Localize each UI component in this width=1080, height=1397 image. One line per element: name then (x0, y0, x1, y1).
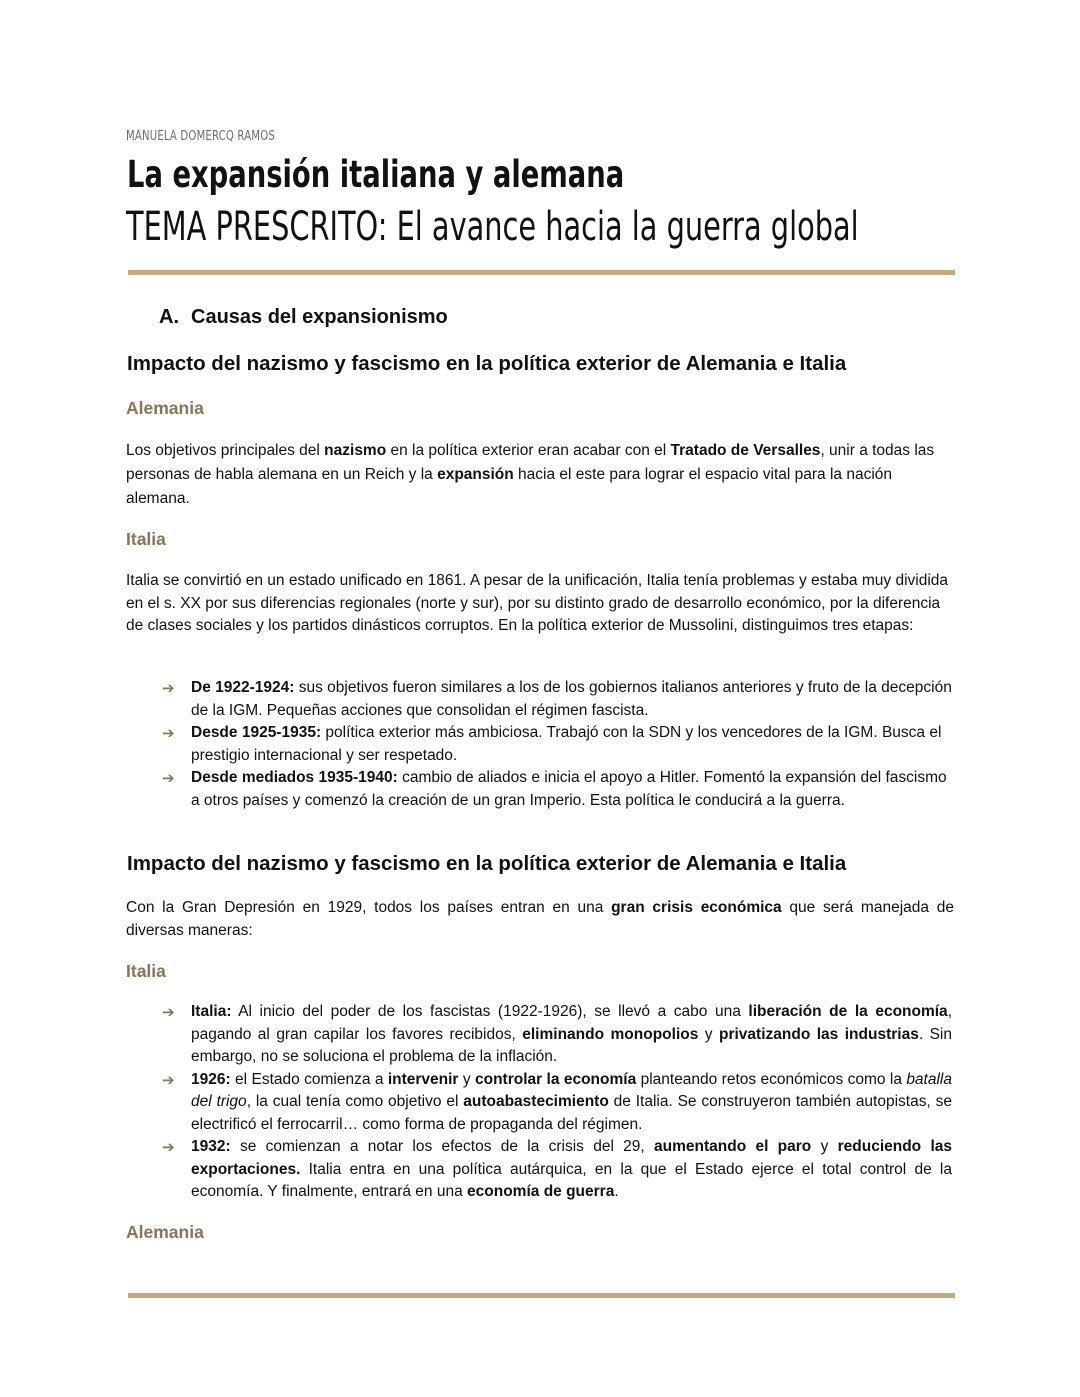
block1-alemania-paragraph (126, 439, 946, 511)
text-run: Italia entra en una política autárquica, en la que el Estado ejerce el total control de la economía. Y finalmente, entrará en una (191, 1160, 952, 1200)
block2-italia-bullet-list (162, 1001, 952, 1204)
bullet-label: 1932: (191, 1138, 231, 1155)
text-run: se comienzan a notar los efectos de la crisis del 29, (230, 1138, 655, 1155)
bold-run: economía de guerra (467, 1183, 615, 1200)
text-run: Los objetivos principales del (126, 442, 325, 459)
text-run: Al inicio del poder de los fascistas (1922-1926), se llevó a cabo una (231, 1003, 749, 1020)
bold-run: gran crisis económica (611, 899, 782, 916)
text-run: , unir a todas las personas de habla alemana en un Reich y la (126, 442, 935, 483)
list-item (162, 1001, 952, 1069)
text-run: en la política exterior eran acabar con el (386, 442, 671, 459)
block2-alemania-heading: Alemania (126, 1222, 204, 1242)
block1-italia-bullet-list (162, 677, 952, 812)
document-title: La expansión italiana y alemana (127, 153, 625, 196)
bullet-label: Desde 1925-1935: (191, 724, 322, 741)
text-run: que será manejada de diversas maneras: (126, 899, 955, 939)
block1-alemania-heading: Alemania (126, 398, 204, 418)
list-item (162, 722, 952, 767)
section-heading-a (159, 306, 448, 329)
bold-run: liberación de la economía (748, 1003, 948, 1020)
section-title: Causas del expansionismo (191, 306, 448, 328)
bold-run: nazismo (324, 442, 387, 459)
text-run: , pagando al gran capilar los favores recibidos, (191, 1003, 952, 1043)
text-run: el Estado comienza a (230, 1070, 388, 1088)
arrow-right-icon: ➔ (162, 769, 175, 787)
bold-run: reduciendo las exportaciones. (191, 1138, 952, 1178)
block2-heading: Impacto del nazismo y fascismo en la política exterior de Alemania e Italia (127, 852, 847, 875)
italic-run: batalla del trigo (191, 1070, 952, 1110)
bullet-text: cambio de aliados e inicia el apoyo a Hitler. Fomentó la expansión del fascismo a otros países y comenzó la creación de un gran Imperio. Esta política le conducirá a la guerra. (191, 769, 947, 809)
list-item (162, 1136, 952, 1204)
text-run: y (698, 1025, 719, 1043)
block2-italia-heading: Italia (126, 961, 166, 981)
text-run: . (614, 1183, 619, 1200)
section-letter: A. (159, 306, 179, 328)
footer-divider (128, 1293, 955, 1298)
bold-run: Tratado de Versalles (670, 442, 821, 459)
author-name: MANUELA DOMERCQ RAMOS (126, 129, 275, 144)
block1-heading: Impacto del nazismo y fascismo en la política exterior de Alemania e Italia (127, 352, 847, 375)
list-item (162, 1069, 952, 1137)
bullet-label: Italia: (191, 1003, 232, 1020)
arrow-right-icon: ➔ (162, 1138, 175, 1156)
block1-italia-heading: Italia (126, 529, 166, 549)
document-subtitle: TEMA PRESCRITO: El avance hacia la guerra global (126, 204, 859, 250)
list-item (162, 767, 952, 812)
text-run: , la cual tenía como objetivo el (246, 1093, 464, 1110)
header-divider (128, 270, 955, 275)
text-run: Con la Gran Depresión en 1929, todos los países entran en una (126, 899, 612, 916)
bold-run: privatizando las industrias (719, 1025, 919, 1043)
arrow-right-icon: ➔ (162, 679, 175, 697)
bold-run: aumentando el paro (654, 1138, 812, 1155)
text-run: hacia el este para lograr el espacio vital para la nación alemana. (126, 466, 893, 507)
bold-run: controlar la economía (474, 1070, 637, 1088)
bullet-label: 1926: (191, 1070, 231, 1088)
bullet-text: política exterior más ambiciosa. Trabajó con la SDN y los vencedores de la IGM. Busca el prestigio internacional y ser respetado. (191, 724, 942, 764)
bold-run: expansión (437, 466, 514, 483)
arrow-right-icon: ➔ (162, 724, 175, 742)
text-run: . Sin embargo, no se soluciona el problema de la inflación. (191, 1025, 952, 1065)
bold-run: autoabastecimiento (463, 1093, 609, 1110)
bold-run: intervenir (387, 1070, 459, 1088)
block1-italia-paragraph: Italia se convirtió en un estado unificado en 1861. A pesar de la unificación, Italia tenía problemas y estaba muy dividida en el s. XX por sus diferencias regionales (norte y sur), por su distinto grado de desarrollo económico, por la diferencia de clases sociales y los partidos dinásticos corruptos. En la política exterior de Mussolini, distinguimos tres etapas: (126, 572, 949, 634)
text-run: y (458, 1070, 475, 1088)
bold-run: eliminando monopolios (522, 1025, 699, 1043)
bullet-label: Desde mediados 1935-1940: (191, 769, 398, 786)
arrow-right-icon: ➔ (162, 1003, 175, 1021)
bullet-label: De 1922-1924: (191, 679, 295, 696)
text-run: de Italia. Se construyeron también autopistas, se electrificó el ferrocarril… como forma de propaganda del régimen. (191, 1093, 952, 1133)
block2-intro-paragraph (126, 897, 954, 942)
text-run: y (811, 1138, 838, 1155)
text-run: planteando retos económicos como la (636, 1070, 907, 1088)
arrow-right-icon: ➔ (162, 1070, 175, 1089)
list-item (162, 677, 952, 722)
bullet-text: sus objetivos fueron similares a los de los gobiernos italianos anteriores y fruto de la decepción de la IGM. Pequeñas acciones que consolidan el régimen fascista. (191, 679, 952, 719)
